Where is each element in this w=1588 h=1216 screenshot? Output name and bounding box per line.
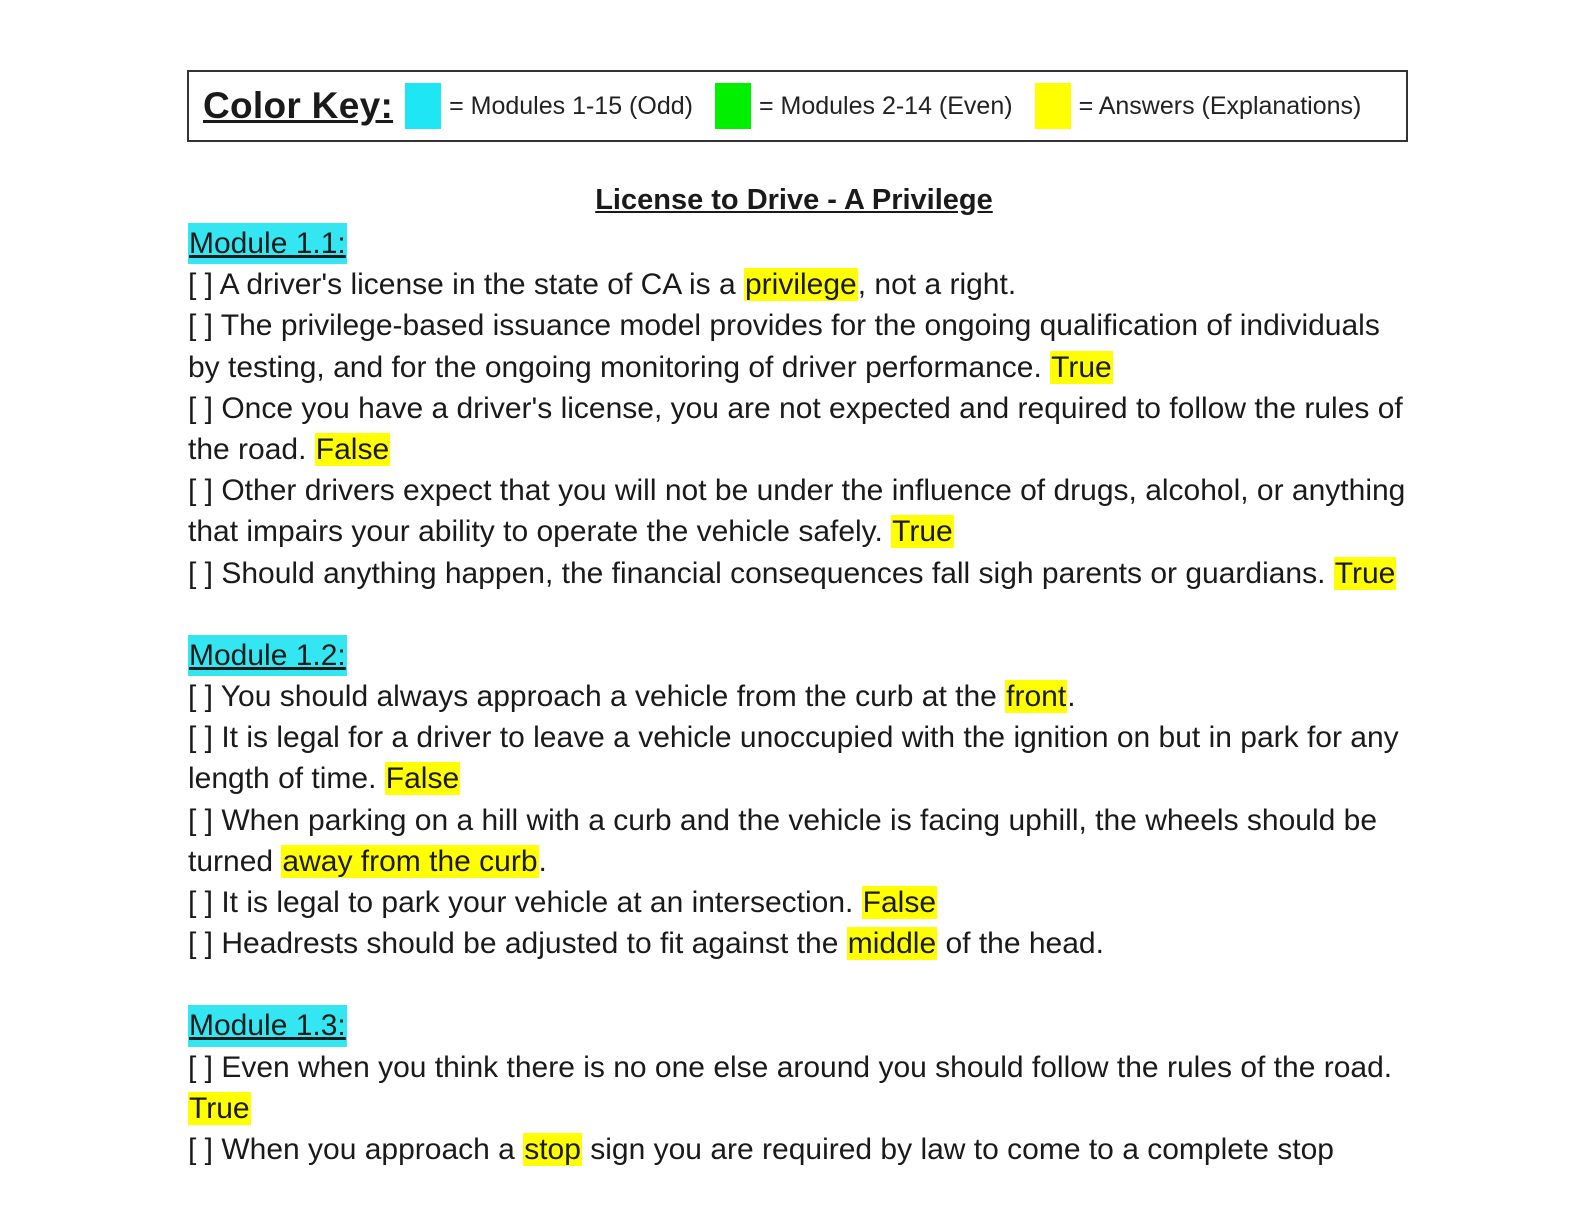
module-heading: Module 1.3: <box>188 1005 347 1046</box>
question-text: [ ] Even when you think there is no one else around you should follow the rules of the road. <box>188 1050 1393 1084</box>
question-item <box>188 264 1418 305</box>
answer-highlight: False <box>862 886 937 920</box>
odd-modules-label: = Modules 1-15 (Odd) <box>449 91 693 120</box>
document-title: License to Drive - A Privilege <box>595 184 993 216</box>
module-heading: Module 1.2: <box>188 635 347 676</box>
color-key-title: Color Key: <box>203 85 394 126</box>
answer-highlight: False <box>315 433 390 467</box>
question-item <box>188 553 1418 594</box>
even-modules-label: = Modules 2-14 (Even) <box>758 91 1013 120</box>
question-text: [ ] Once you have a driver's license, you are not expected and required to follow the rules of the road. <box>188 391 1403 467</box>
answer-highlight: stop <box>524 1133 581 1167</box>
question-text: [ ] It is legal to park your vehicle at an intersection. <box>188 886 862 920</box>
color-key-box <box>187 70 1408 142</box>
question-item <box>188 470 1418 552</box>
answer-highlight: front <box>1006 680 1067 714</box>
answer-highlight: True <box>1051 350 1112 384</box>
even-modules-swatch <box>715 83 751 129</box>
module-section <box>188 635 1418 965</box>
answers-label: = Answers (Explanations) <box>1078 91 1362 120</box>
question-text: [ ] When you approach a <box>188 1133 524 1167</box>
document-body <box>188 223 1418 1170</box>
question-text-tail: sign you are required by law to come to a complete stop <box>581 1133 1334 1167</box>
question-item <box>188 800 1418 882</box>
section-spacer <box>188 594 1418 635</box>
question-text-tail: , not a right. <box>857 268 1017 302</box>
question-item <box>188 305 1418 387</box>
odd-modules-swatch <box>405 83 441 129</box>
question-text: [ ] It is legal for a driver to leave a vehicle unoccupied with the ignition on but in park for any length of time. <box>188 721 1399 796</box>
question-text: [ ] You should always approach a vehicle from the curb at the <box>188 680 1006 714</box>
answer-highlight: True <box>1334 556 1396 590</box>
question-text: [ ] Headrests should be adjusted to fit against the <box>188 927 847 961</box>
answer-highlight: middle <box>847 927 937 961</box>
answer-highlight: privilege <box>745 268 857 302</box>
question-text: [ ] When parking on a hill with a curb and the vehicle is facing uphill, the wheels should be turned <box>188 803 1378 878</box>
section-spacer <box>188 964 1418 1005</box>
answer-highlight: True <box>892 515 953 549</box>
question-item <box>188 676 1418 717</box>
question-text: [ ] Other drivers expect that you will not be under the influence of drugs, alcohol, or anything that impairs your ability to operate the vehicle safely. <box>188 474 1406 549</box>
module-section <box>188 1005 1418 1170</box>
question-text: [ ] The privilege-based issuance model provides for the ongoing qualification of individuals by testing, and for the ongoing monitoring of driver performance. <box>188 309 1380 384</box>
question-item <box>188 923 1418 964</box>
answer-highlight: True <box>189 1091 250 1125</box>
question-item <box>188 1129 1418 1170</box>
question-item <box>188 388 1418 470</box>
module-heading: Module 1.1: <box>188 223 347 264</box>
answer-highlight: False <box>385 762 460 796</box>
question-text-tail: of the head. <box>937 927 1104 961</box>
question-text-tail: . <box>1067 680 1076 714</box>
question-text: [ ] Should anything happen, the financial consequences fall sigh parents or guardians. <box>188 556 1334 590</box>
question-item <box>188 717 1418 799</box>
answers-swatch <box>1035 83 1071 129</box>
question-text: [ ] A driver's license in the state of CA is a <box>188 268 744 302</box>
question-text-tail: . <box>538 844 547 878</box>
module-section <box>188 223 1418 594</box>
question-item <box>188 882 1418 923</box>
answer-highlight: away from the curb <box>282 844 538 878</box>
question-item <box>188 1047 1418 1129</box>
